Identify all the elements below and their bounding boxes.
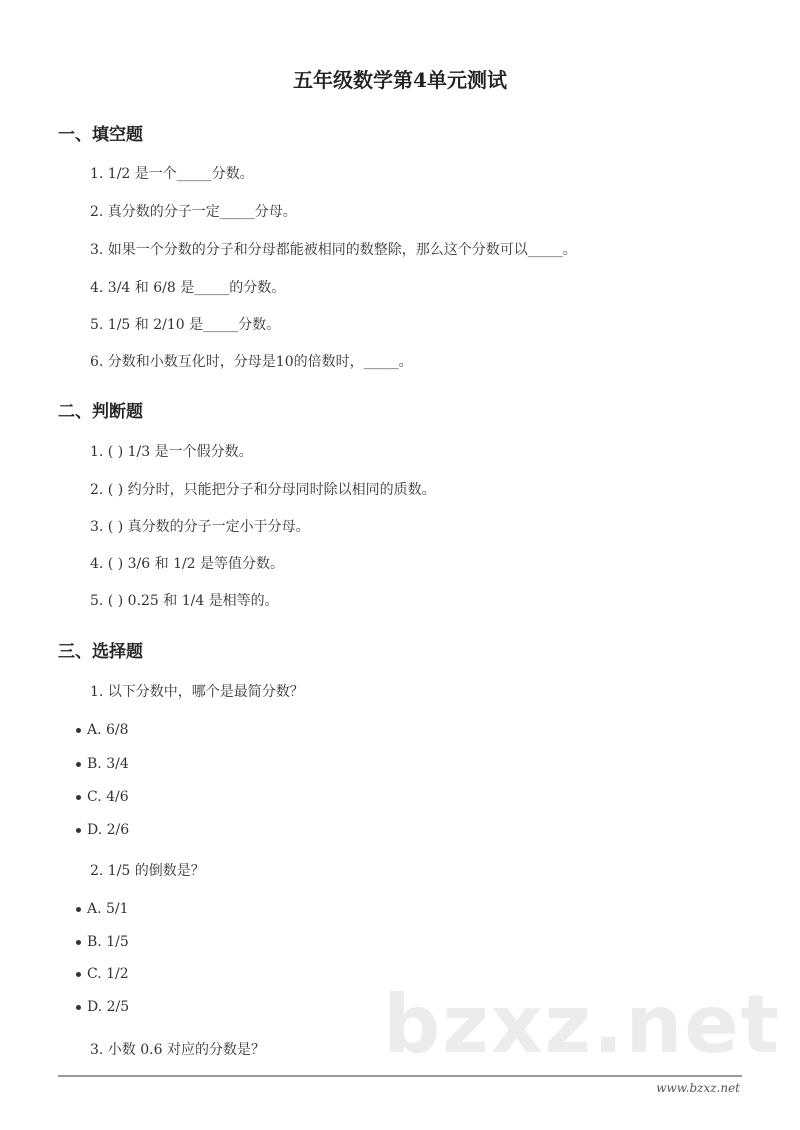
- footer-divider: [58, 1075, 742, 1077]
- question-item: 4. 3/4 和 6/8 是_____的分数。: [90, 280, 286, 296]
- bullet-icon: [76, 972, 81, 977]
- option-item: [76, 720, 129, 740]
- option-label: A. 5/1: [87, 901, 129, 917]
- option-label: C. 1/2: [87, 966, 129, 982]
- option-item: [76, 787, 129, 807]
- question-item: 1. 1/2 是一个_____分数。: [90, 166, 254, 182]
- question-item: 1. 以下分数中，哪个是最简分数？: [90, 684, 304, 700]
- section-heading-multiple-choice: 三、选择题: [58, 642, 143, 662]
- option-item: [76, 754, 129, 774]
- question-item: 1. ( ) 1/3 是一个假分数。: [90, 444, 253, 460]
- option-label: D. 2/6: [87, 822, 130, 838]
- question-item: 6. 分数和小数互化时，分母是10的倍数时，_____。: [90, 354, 413, 370]
- bullet-icon: [76, 728, 81, 733]
- question-item: 3. ( ) 真分数的分子一定小于分母。: [90, 519, 310, 535]
- bullet-icon: [76, 828, 81, 833]
- option-item: [76, 899, 129, 919]
- option-item: [76, 932, 129, 952]
- option-label: B. 1/5: [87, 934, 129, 950]
- option-item: [76, 820, 129, 840]
- option-label: A. 6/8: [87, 722, 129, 738]
- question-item: 2. 真分数的分子一定_____分母。: [90, 204, 297, 220]
- bullet-icon: [76, 762, 81, 767]
- bullet-icon: [76, 907, 81, 912]
- question-item: 2. 1/5 的倒数是？: [90, 863, 205, 879]
- bullet-icon: [76, 795, 81, 800]
- option-item: [76, 997, 129, 1017]
- option-label: B. 3/4: [87, 756, 129, 772]
- bullet-icon: [76, 1005, 81, 1010]
- question-item: 3. 小数 0.6 对应的分数是？: [90, 1042, 265, 1058]
- option-item: [76, 964, 129, 984]
- question-item: 3. 如果一个分数的分子和分母都能被相同的数整除，那么这个分数可以_____。: [90, 242, 577, 258]
- footer-url: www.bzxz.net: [656, 1081, 740, 1095]
- option-label: D. 2/5: [87, 999, 130, 1015]
- page-title: 五年级数学第4单元测试: [293, 68, 507, 92]
- bullet-icon: [76, 940, 81, 945]
- question-item: 4. ( ) 3/6 和 1/2 是等值分数。: [90, 556, 285, 572]
- question-item: 5. 1/5 和 2/10 是_____分数。: [90, 317, 281, 333]
- section-heading-fill-blank: 一、填空题: [58, 125, 143, 145]
- question-item: 2. ( ) 约分时，只能把分子和分母同时除以相同的质数。: [90, 482, 436, 498]
- option-label: C. 4/6: [87, 789, 129, 805]
- section-heading-true-false: 二、判断题: [58, 402, 143, 422]
- question-item: 5. ( ) 0.25 和 1/4 是相等的。: [90, 593, 279, 609]
- watermark: bzxz.net: [383, 978, 781, 1071]
